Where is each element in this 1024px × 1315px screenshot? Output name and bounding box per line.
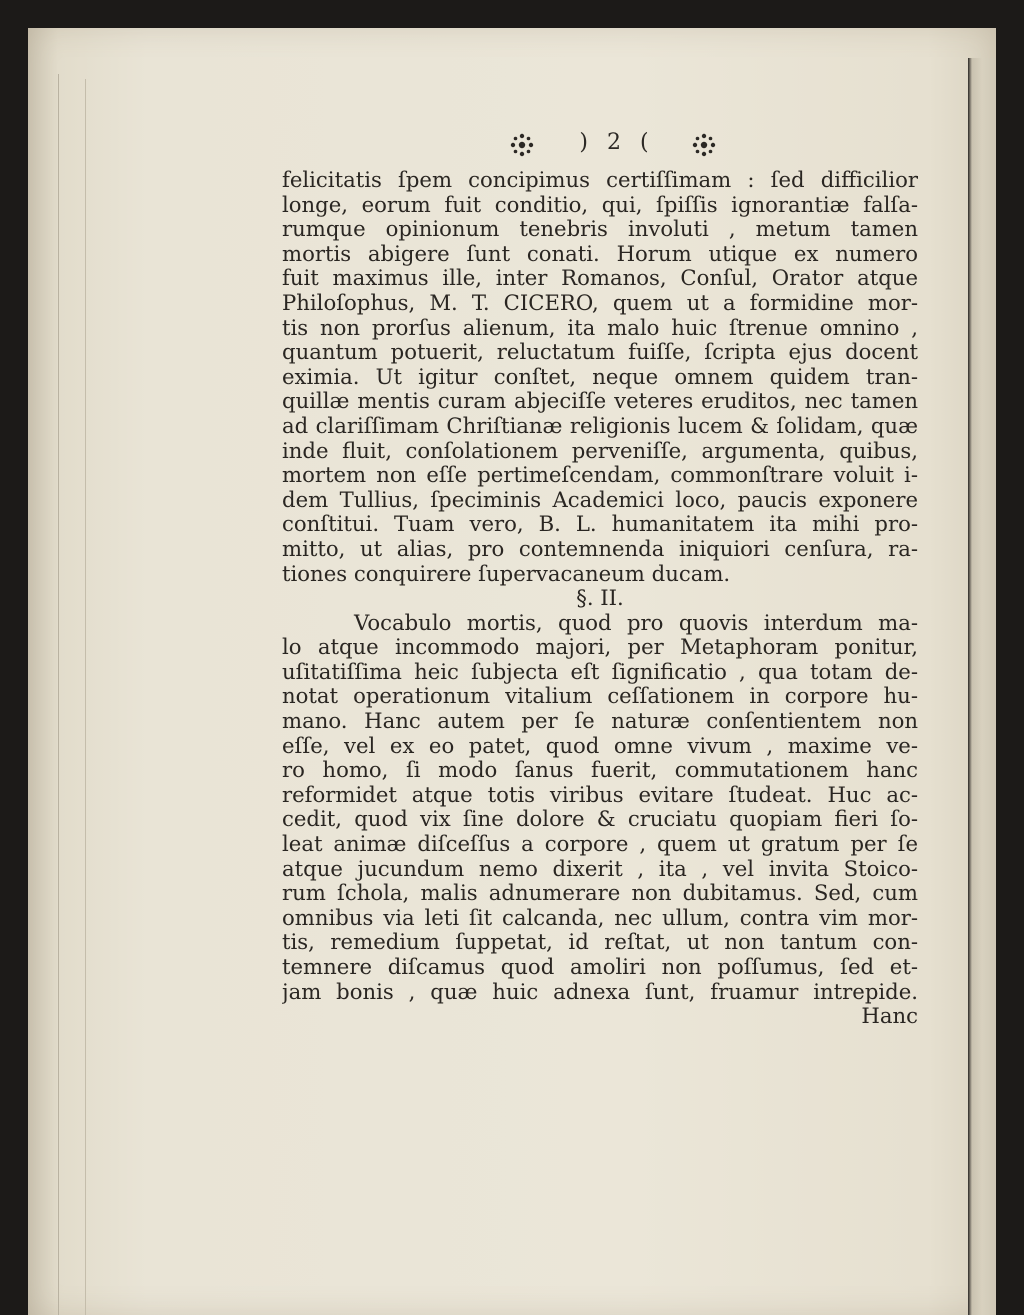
text-line: Philoſophus, M. T. CICERO, quem ut a formidine mor- [282,290,918,315]
text-line: eſſe, vel ex eo patet, quod omne vivum , maxime ve- [282,733,918,758]
text-line: cedit, quod vix ſine dolore & cruciatu quopiam fieri ſo- [282,807,918,832]
text-line: conſtitui. Tuam vero, B. L. humanitatem ita mihi pro- [282,512,918,537]
ornament-icon [509,132,535,158]
text-line: quantum potuerit, reluctatum fuiſſe, ſcripta ejus docent [282,340,918,365]
text-line: mortis abigere ſunt conati. Horum utique ex numero [282,241,918,266]
body-text [282,168,918,1029]
page-gutter [58,74,85,1315]
text-line: felicitatis ſpem concipimus certiſſimam : ſed difficilior [282,168,918,192]
text-line: ro homo, ſi modo ſanus fuerit, commutationem hanc [282,758,918,783]
text-line: Vocabulo mortis, quod pro quovis interdum ma- [354,610,918,635]
text-line: atque jucundum nemo dixerit , ita , vel invita Stoico- [282,856,918,881]
text-line: mortem non eſſe pertimeſcendam, commonſtrare voluit i- [282,463,918,488]
text-line: tiones conquirere ſupervacaneum ducam. [282,561,731,586]
text-line: ad clariſſimam Chriſtianæ religionis lucem & ſolidam, quæ [282,413,918,438]
text-line: tis, remedium ſuppetat, id reſtat, ut non tantum con- [282,930,918,955]
text-line: mano. Hanc autem per ſe naturæ conſentientem non [282,709,918,734]
text-line: notat operationum vitalium ceſſationem in corpore hu- [282,684,918,709]
section-heading: §. II. [576,586,624,611]
text-line: reformidet atque totis viribus evitare ſtudeat. Huc ac- [282,782,918,807]
text-line: rum ſchola, malis adnumerare non dubitamus. Sed, cum [282,881,918,906]
text-line: eximia. Ut igitur conſtet, neque omnem quidem tran- [282,364,918,389]
page-number: ) 2 ( [579,130,655,155]
ornament-icon [691,132,717,158]
text-line: lo atque incommodo majori, per Metaphoram ponitur, [282,635,918,660]
text-line: quillæ mentis curam abjeciſſe veteres eruditos, nec tamen [282,389,918,414]
text-line: fuit maximus ille, inter Romanos, Conſul, Orator atque [282,266,918,291]
text-line: rumque opinionum tenebris involuti , metum tamen [282,217,918,242]
text-line: mitto, ut alias, pro contemnenda iniquiori cenſura, ra- [282,536,918,561]
text-line: leat animæ diſceſſus a corpore , quem ut gratum per ſe [282,832,918,857]
facing-page-edge [968,58,996,1315]
text-line: jam bonis , quæ huic adnexa ſunt, fruamur intrepide. [282,979,918,1004]
text-line: tis non prorſus alienum, ita malo huic ſtrenue omnino , [282,315,918,340]
text-line: uſitatiſſima heic ſubjecta eſt ſignificatio , qua totam de- [282,659,918,684]
text-line: inde fluit, conſolationem perveniſſe, argumenta, quibus, [282,438,918,463]
text-line: temnere diſcamus quod amoliri non poſſumus, ſed et- [282,955,918,979]
text-line: dem Tullius, ſpeciminis Academici loco, paucis exponere [282,487,918,512]
running-header [505,128,725,168]
catchword: Hanc [861,1004,918,1029]
text-line: longe, eorum fuit conditio, qui, ſpiſſis ignorantiæ falſa- [282,192,918,217]
text-line: omnibus via leti ſit calcanda, nec ullum, contra vim mor- [282,905,918,930]
